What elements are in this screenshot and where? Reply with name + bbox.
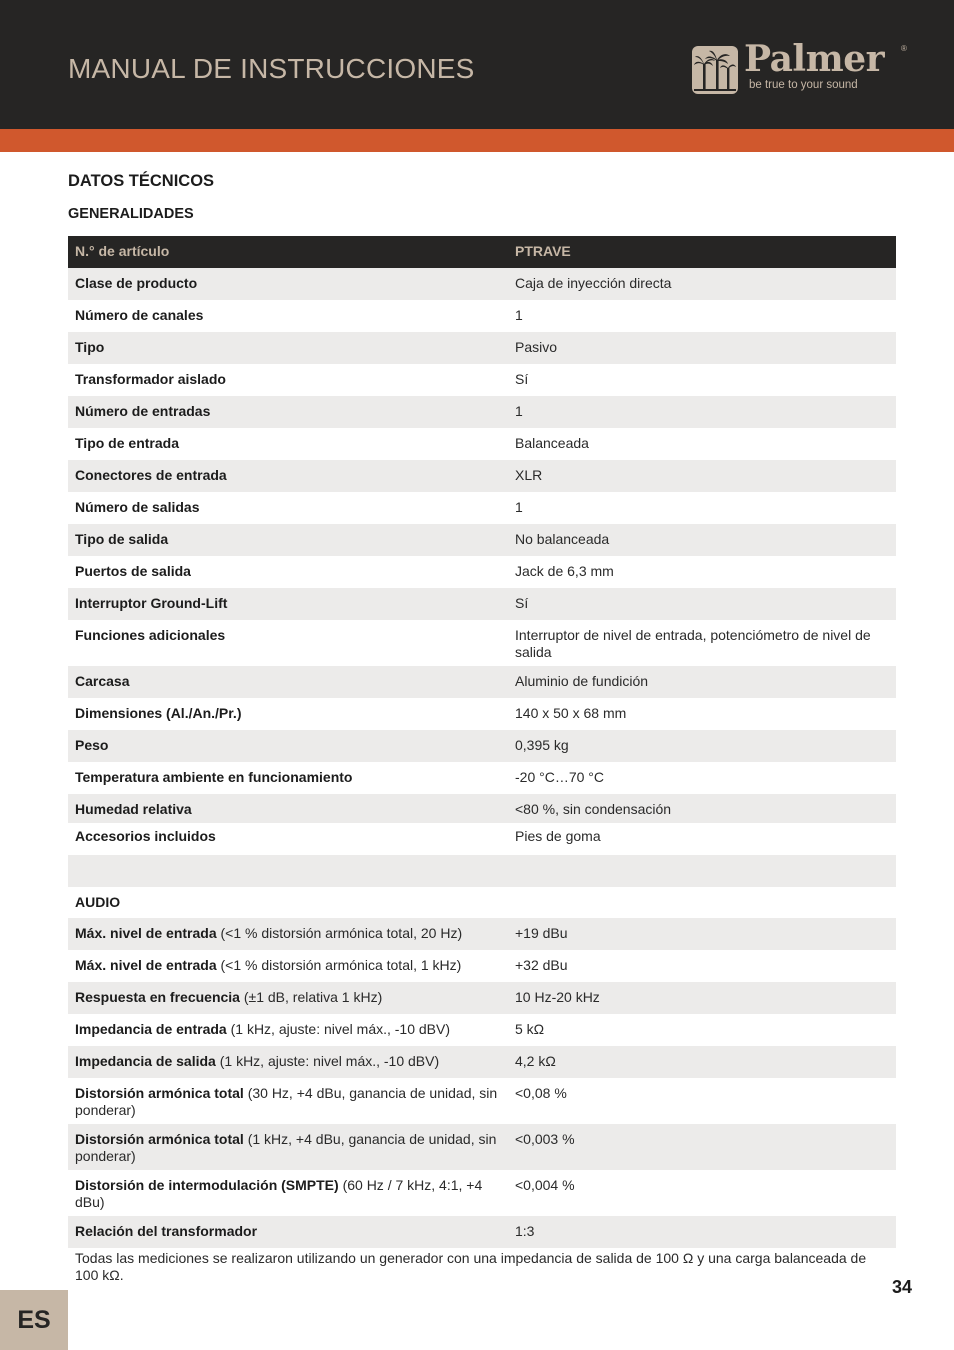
row-value: <0,08 % [515,1085,567,1101]
row-value: 1 [515,307,523,323]
row-value: Pies de goma [515,828,601,844]
header-label: N.° de artículo [75,243,170,259]
table-row [68,762,896,794]
table-row [68,1046,896,1078]
row-value: 10 Hz-20 kHz [515,989,600,1005]
spacer-row [68,855,896,887]
brand-tagline: be true to your sound [749,79,858,91]
table-row [68,268,896,300]
row-label: Temperatura ambiente en funcionamiento [75,769,353,785]
table-row [68,364,896,396]
row-value: XLR [515,467,543,483]
table-row [68,524,896,556]
row-label: Clase de producto [75,275,198,291]
table-row [68,332,896,364]
language-code: ES [17,1305,51,1334]
row-label: Distorsión armónica total [75,1131,244,1147]
section-title: DATOS TÉCNICOS [68,172,215,190]
row-label: Respuesta en frecuencia [75,989,240,1005]
row-label: Máx. nivel de entrada [75,957,217,973]
table-row [68,982,896,1014]
row-value: <0,003 % [515,1131,575,1147]
table-row [68,428,896,460]
table-row [68,918,896,950]
row-label: Tipo de entrada [75,435,179,451]
row-label: Tipo [75,339,105,355]
table-row [68,556,896,588]
row-label: Distorsión armónica total [75,1085,244,1101]
table-row [68,492,896,524]
row-value: Jack de 6,3 mm [515,563,614,579]
row-label: Carcasa [75,673,130,689]
row-value: 5 kΩ [515,1021,545,1037]
accent-band [0,129,954,152]
table-row [68,698,896,730]
row-label: Número de canales [75,307,204,323]
row-label: Tipo de salida [75,531,169,547]
row-detail: (1 kHz, +4 dBu, ganancia de unidad, sin ponderar) [75,1131,497,1164]
table-row [68,1014,896,1046]
header-value: PTRAVE [515,243,571,259]
row-label: Número de entradas [75,403,211,419]
row-label: Puertos de salida [75,563,191,579]
table-row [68,620,896,666]
row-label: Interruptor Ground-Lift [75,595,228,611]
row-detail: (30 Hz, +4 dBu, ganancia de unidad, sin ponderar) [75,1085,498,1118]
table-header-row [68,236,896,268]
table-row [68,1124,896,1170]
row-value: 1:3 [515,1223,535,1239]
audio-heading-row [68,887,896,918]
row-detail: (<1 % distorsión armónica total, 1 kHz) [216,957,462,973]
brand-name: Palmer [744,38,885,80]
row-value: 140 x 50 x 68 mm [515,705,627,721]
palmer-logo [692,38,912,96]
row-label: Dimensiones (Al./An./Pr.) [75,705,242,721]
page-number: 34 [891,1277,912,1297]
table-row [68,396,896,428]
row-detail: (±1 dB, relativa 1 kHz) [239,989,383,1005]
table-row [68,460,896,492]
registered-mark: ® [901,44,907,53]
table-row [68,950,896,982]
row-label: Impedancia de salida [75,1053,216,1069]
table-row [68,1170,896,1216]
row-detail: (1 kHz, ajuste: nivel máx., -10 dBV) [226,1021,451,1037]
audio-heading: AUDIO [75,894,121,910]
row-label: Peso [75,737,109,753]
row-value: <80 %, sin condensación [515,801,672,817]
row-detail: (60 Hz / 7 kHz, 4:1, +4 dBu) [75,1177,483,1210]
row-value: No balanceada [515,531,610,547]
row-value: Sí [515,371,529,387]
row-value: +19 dBu [515,925,568,941]
measurement-footnote: Todas las mediciones se realizaron utilizando un generador con una impedancia de salida de 100 Ω y una carga balanceada de 100 kΩ. [75,1250,867,1283]
table-row [68,300,896,332]
row-value: <0,004 % [515,1177,575,1193]
row-detail: (<1 % distorsión armónica total, 20 Hz) [216,925,463,941]
row-label: Máx. nivel de entrada [75,925,217,941]
table-row [68,730,896,762]
table-row [68,823,896,855]
row-label: Funciones adicionales [75,627,226,643]
table-row [68,1216,896,1248]
row-value: Interruptor de nivel de entrada, potenciómetro de nivel de salida [515,627,871,660]
row-label: Transformador aislado [75,371,226,387]
table-row [68,794,896,823]
table-row [68,588,896,620]
row-label: Distorsión de intermodulación (SMPTE) [75,1177,339,1193]
row-value: Pasivo [515,339,558,355]
row-value: 1 [515,403,523,419]
row-label: Accesorios incluidos [75,828,216,844]
row-label: Impedancia de entrada [75,1021,227,1037]
row-detail: (1 kHz, ajuste: nivel máx., -10 dBV) [215,1053,440,1069]
palm-trees-icon [692,46,738,94]
row-label: Humedad relativa [75,801,192,817]
table-row [68,666,896,698]
row-value: +32 dBu [515,957,568,973]
row-value: Aluminio de fundición [515,673,649,689]
row-label: Conectores de entrada [75,467,227,483]
table-row [68,1078,896,1124]
row-value: 1 [515,499,523,515]
row-value: Balanceada [515,435,589,451]
row-label: Relación del transformador [75,1223,258,1239]
row-label: Número de salidas [75,499,200,515]
manual-title: MANUAL DE INSTRUCCIONES [68,53,475,84]
page-header [0,0,954,129]
row-value: Caja de inyección directa [515,275,672,291]
row-value: Sí [515,595,529,611]
language-tab [0,1290,68,1350]
subsection-title: GENERALIDADES [68,206,194,222]
row-value: 0,395 kg [515,737,569,753]
specs-table [68,236,896,1248]
row-value: 4,2 kΩ [515,1053,556,1069]
row-value: -20 °C…70 °C [515,769,605,785]
